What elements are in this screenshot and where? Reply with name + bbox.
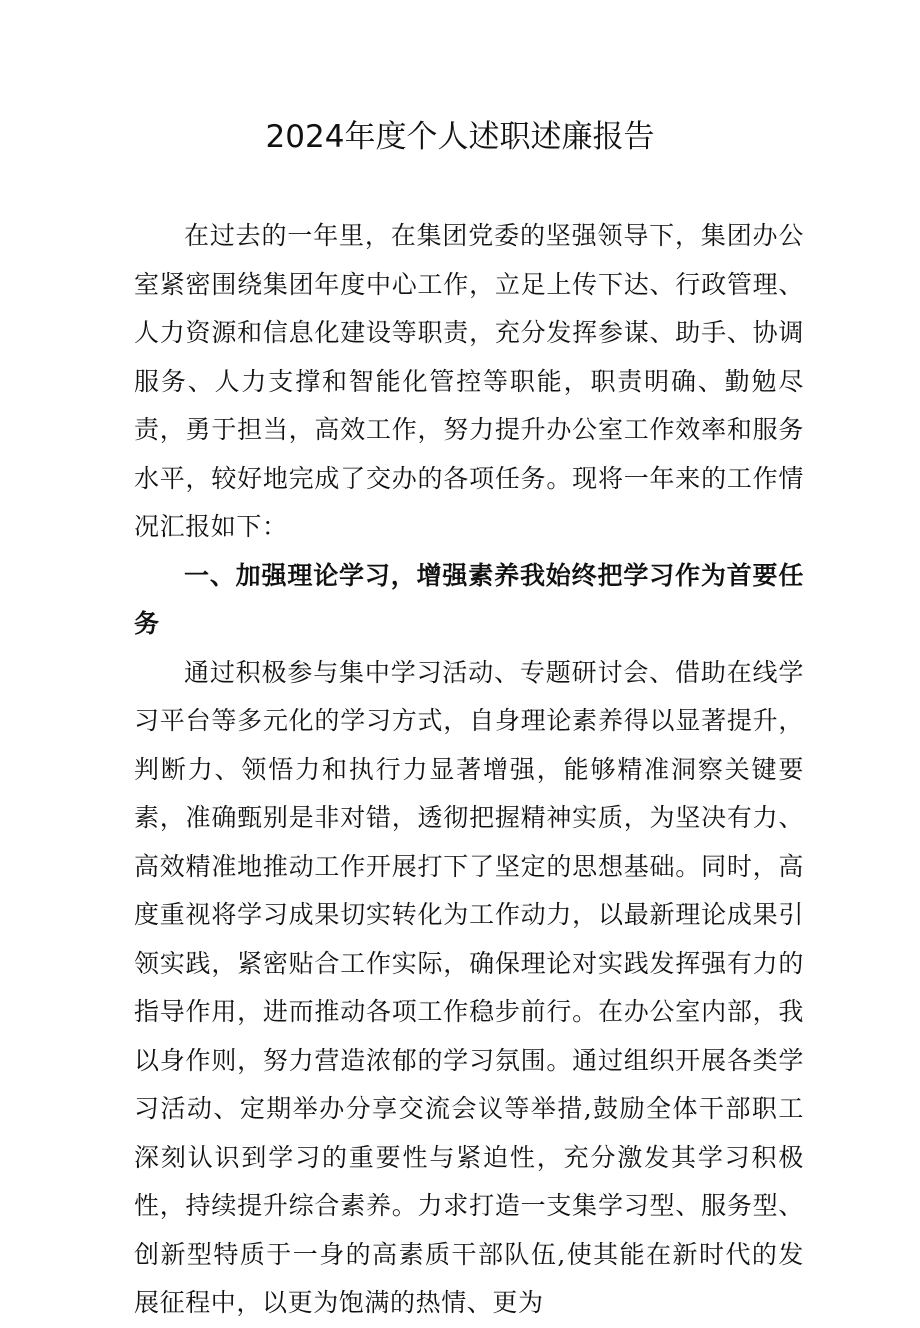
section-paragraph: 通过积极参与集中学习活动、专题研讨会、借助在线学习平台等多元化的学习方式，自身理论素养得以显著提升，判断力、领悟力和执行力显著增强，能够精准洞察关键要素，准确甄别是非对错，透彻把握精神实质，为坚决有力、高效精准地推动工作开展打下了坚定的思想基础。同时，高度重视将学习成果切实转化为工作动力，以最新理论成果引领实践，紧密贴合工作实际，确保理论对实践发挥强有力的指导作用，进而推动各项工作稳步前行。在办公室内部，我以身作则，努力营造浓郁的学习氛围。通过组织开展各类学习活动、定期举办分享交流会议等举措,鼓励全体干部职工深刻认识到学习的重要性与紧迫性，充分激发其学习积极性，持续提升综合素养。力求打造一支集学习型、服务型、创新型特质于一身的高素质干部队伍,使其能在新时代的发展征程中，以更为饱满的热情、更为 (134, 657, 804, 1317)
document-title: 2024年度个人述职述廉报告 (265, 119, 655, 155)
section-heading: 一、加强理论学习，增强素养我始终把学习作为首要任务 (134, 560, 804, 638)
intro-paragraph: 在过去的一年里，在集团党委的坚强领导下，集团办公室紧密围绕集团年度中心工作，立足上传下达、行政管理、人力资源和信息化建设等职责，充分发挥参谋、助手、协调服务、人力支撑和智能化管控等职能，职责明确、勤勉尽责，勇于担当，高效工作，努力提升办公室工作效率和服务水平，较好地完成了交办的各项任务。现将一年来的工作情况汇报如下： (134, 221, 804, 541)
document-body (134, 212, 804, 1328)
